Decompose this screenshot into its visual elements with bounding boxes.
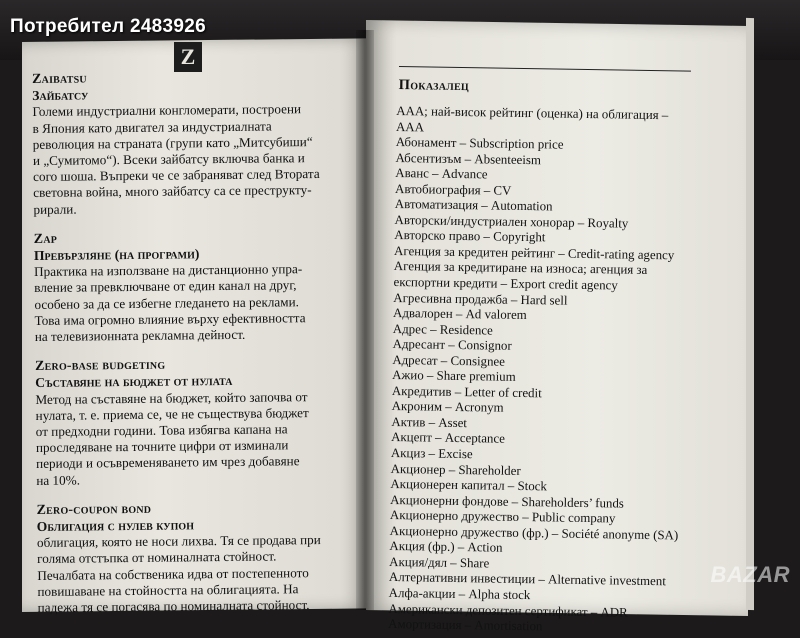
- definition-line: проследяване на точните цифри от изминали: [35, 437, 289, 456]
- section-letter-tab: Z: [174, 42, 202, 72]
- index-entry: Авторско право – Copyright: [394, 228, 546, 245]
- definition-line: рирали.: [33, 201, 77, 217]
- definition-line: голяма отстъпка от номиналната стойност.: [37, 548, 277, 567]
- dictionary-entry: [37, 500, 350, 617]
- index-entry: Акцепт – Acceptance: [391, 430, 505, 447]
- index-entry: Агенция за кредитен рейтинг – Credit-rating agency: [393, 243, 675, 263]
- entry-term-bg: Облигация с нулев купон: [36, 517, 195, 535]
- index-entry: Адресант – Consignor: [392, 337, 512, 354]
- left-page-content: [32, 69, 350, 631]
- entry-definition: [32, 101, 345, 218]
- index-entry: Акционерно дружество (фр.) – Société anonyme (SA): [389, 523, 679, 543]
- index-entry: Адрес – Residence: [392, 321, 493, 338]
- definition-line: сого шоша. Въпреки че се забраняват след Втората: [33, 166, 320, 185]
- definition-line: Големи индустриални конгломерати, построени: [32, 101, 302, 120]
- page-edges: [746, 18, 754, 610]
- dictionary-entry: [32, 69, 346, 218]
- index-entry: Акционерно дружество – Public company: [389, 508, 616, 526]
- index-title: Показалец: [398, 77, 470, 95]
- index-entry: Акредитив – Letter of credit: [391, 383, 542, 401]
- definition-line: Това има огромно влияние върху ефективността: [34, 309, 306, 328]
- definition-line: вление за превключване от един канал на друг,: [34, 277, 297, 296]
- definition-line: на 10%.: [36, 472, 81, 488]
- index-list: [388, 104, 726, 638]
- index-entry: Акционерни фондове – Shareholders’ funds: [390, 492, 625, 511]
- entry-definition: [37, 532, 350, 616]
- index-entry: ААА: [395, 119, 425, 134]
- index-entry: Акция/дял – Share: [389, 554, 490, 571]
- index-entry: Алфа-акции – Alpha stock: [388, 585, 531, 603]
- entry-term-bg: Съставяне на бюджет от нулата: [35, 373, 233, 391]
- definition-line: нулата, т. е. приема се, че не съществува бюджет: [35, 404, 309, 423]
- entry-definition: [34, 261, 347, 345]
- user-watermark: Потребител 2483926: [10, 16, 207, 37]
- entry-term-en: Zero-base budgeting: [35, 357, 166, 375]
- definition-line: в Япония като двигател за индустриалната: [32, 118, 272, 136]
- index-entry: Акция (фр.) – Action: [389, 539, 503, 556]
- dictionary-entry: [34, 229, 347, 346]
- index-entry: Агенция за кредитиране на износа; агенция за: [393, 259, 648, 278]
- entry-term-en: Zero-coupon bond: [36, 501, 152, 518]
- entry-term-bg: Зайбатсу: [32, 87, 89, 104]
- index-entry: Амортизация – Amortisation: [388, 616, 543, 634]
- index-entry: експортни кредити – Export credit agency: [393, 274, 618, 293]
- index-entry: Алтернативни инвестиции – Alternative investment: [388, 570, 666, 589]
- entry-term-bg: Превързляне (на програми): [33, 246, 200, 264]
- right-page-content: [388, 66, 727, 638]
- index-entry: Адвалорен – Ad valorem: [393, 306, 527, 323]
- definition-line: революция на страната (групи като „Митсубиши“: [32, 133, 313, 152]
- index-entry: Автоматизация – Automation: [394, 197, 553, 214]
- index-entry: Автобиография – CV: [394, 181, 512, 198]
- definition-line: и „Сумитомо“). Всеки зайбатсу включва банка и: [32, 150, 305, 169]
- index-entry: Акционер – Shareholder: [390, 461, 521, 478]
- definition-line: облигация, която не носи лихва. Тя се продава при: [36, 532, 321, 551]
- definition-line: от предходни години. Това избягва капана на: [35, 421, 288, 440]
- index-entry: Абсентизъм – Absenteeism: [395, 150, 542, 167]
- index-entry: Ажио – Share premium: [392, 368, 516, 385]
- index-entry: Агресивна продажба – Hard sell: [393, 290, 568, 308]
- dictionary-entry: [35, 356, 348, 489]
- index-entry: ААА; най-висок рейтинг (оценка) на облигация –: [396, 103, 669, 123]
- definition-line: Метод на съставяне на бюджет, който започва от: [35, 388, 308, 407]
- index-entry: Акциз – Excise: [390, 445, 473, 462]
- book-gutter: [356, 30, 374, 610]
- index-entry: Адресат – Consignee: [392, 352, 506, 369]
- index-entry: Акроним – Acronym: [391, 399, 504, 416]
- definition-line: световна война, много зайбатсу са се преструкту-: [33, 182, 312, 201]
- index-entry: Абонамент – Subscription price: [395, 135, 564, 152]
- entry-definition: [35, 388, 348, 488]
- definition-line: на телевизионната рекламна дейност.: [34, 326, 246, 345]
- entry-term-en: Zap: [33, 231, 58, 247]
- index-entry: Американски депозитен сертификат – ADR: [388, 601, 628, 620]
- index-entry: Акционерен капитал – Stock: [390, 477, 547, 494]
- definition-line: особено за да се избегне гледането на реклами.: [34, 293, 300, 312]
- definition-line: периоди и осъвременяването им чрез добавяне: [36, 453, 300, 472]
- definition-line: Практика на използване на дистанционно упра-: [34, 261, 303, 280]
- entry-term-en: Zaibatsu: [32, 71, 87, 87]
- definition-line: падежа тя се погасява по номиналната стойност.: [37, 597, 310, 616]
- index-entry: Аванс – Advance: [395, 166, 488, 182]
- bazar-logo-watermark: BAZAR: [710, 562, 790, 587]
- definition-line: Печалбата на собственика идва от постепенното: [37, 564, 309, 583]
- index-entry: Актив – Asset: [391, 414, 468, 431]
- definition-line: повишаване на стойността на облигацията. На: [37, 581, 299, 599]
- index-entry: Авторски/индустриален хонорар – Royalty: [394, 212, 629, 231]
